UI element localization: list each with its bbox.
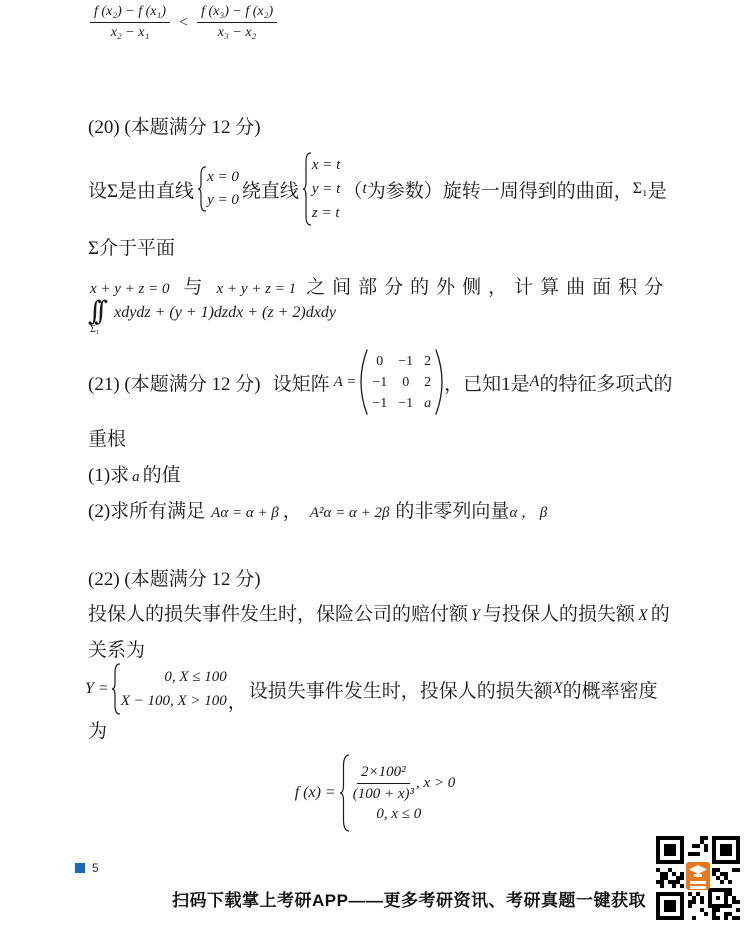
case-row: 0, X ≤ 100 <box>164 669 227 685</box>
right-parenthesis <box>435 348 444 416</box>
fraction-numerator: f (x₂) − f (x₁) <box>90 4 170 23</box>
system-of-equations-2 <box>302 151 340 227</box>
plane-equation-2: x + y + z = 1 <box>216 281 297 297</box>
problem-21-part1 <box>88 460 181 487</box>
double-integral <box>88 297 108 335</box>
case-row-1 <box>353 764 456 803</box>
problem-21-text-line: 重根 <box>88 429 127 450</box>
fraction-left <box>90 4 170 41</box>
fraction-numerator: f (x₃) − f (x₂) <box>197 4 277 23</box>
body-text: 投保人的损失事件发生时，保险公司的赔付额 <box>88 604 469 625</box>
variable-a: a <box>132 469 140 485</box>
matrix-cell: −1 <box>398 353 414 369</box>
integral-subscript: Σ₁ <box>90 324 100 335</box>
equation-row: x = 0 <box>207 169 239 185</box>
equation-row: x = t <box>311 157 341 173</box>
parameter-variable: t <box>362 180 367 197</box>
left-brace <box>339 753 350 833</box>
matrix-cell: 0 <box>402 374 410 390</box>
qr-code-image <box>650 830 746 926</box>
left-brace <box>111 662 121 716</box>
problem-21-part2 <box>88 496 547 523</box>
fraction-numerator: 2×100² <box>357 764 410 784</box>
fraction-right <box>197 4 277 41</box>
f-lhs: f (x) = <box>294 784 336 801</box>
system-of-equations-1 <box>197 165 239 213</box>
f-cases <box>353 764 456 823</box>
footer-promo-text: 扫码下载掌上考研APP——更多考研资讯、考研真题一键获取 <box>172 891 646 910</box>
part1-text: (1)求 <box>88 465 130 486</box>
variable-X: X <box>637 607 648 624</box>
problem-20-intro-line <box>88 150 667 228</box>
equation-row: z = t <box>311 205 340 221</box>
sigma1-symbol: Σ₁ <box>632 180 648 197</box>
conjunction-text: 与 <box>183 277 203 298</box>
qr-code <box>650 830 746 926</box>
problem-21-heading: (21) (本题满分 12 分) <box>88 373 261 395</box>
inequality-formula <box>90 4 277 41</box>
matrix-cell: −1 <box>372 395 388 411</box>
fraction-denominator: (100 + x)³ <box>352 785 414 802</box>
double-integral-sign: ∫∫ <box>88 296 101 327</box>
integrand: xdydz + (y + 1)dzdx + (z + 2)dxdy <box>114 304 336 321</box>
variable-Y: Y <box>471 607 480 624</box>
problem-22-heading: (22) (本题满分 12 分) <box>88 569 261 590</box>
intro-text: 绕直线 <box>241 180 299 202</box>
setup-text: 设矩阵 <box>272 373 330 395</box>
problem-21-heading-line <box>88 346 672 418</box>
left-parenthesis <box>359 348 368 416</box>
body-text: 与投保人的损失额 <box>482 604 635 625</box>
problem-22-body-line3: 为 <box>88 721 108 742</box>
plane-equation-1: x + y + z = 0 <box>90 281 170 297</box>
equation-1: Aα = α + β <box>211 505 279 521</box>
left-brace <box>302 151 312 227</box>
matrix-cell: a <box>424 395 432 411</box>
matrix-cell: 0 <box>376 353 384 369</box>
case-row-2: 0, x ≤ 0 <box>376 805 422 822</box>
setup-text: 的特征多项式的 <box>539 373 673 395</box>
comma: ， <box>227 692 247 713</box>
case-condition: , x > 0 <box>416 774 456 791</box>
case-row: X − 100, X > 100 <box>120 693 227 709</box>
body-text: 的概率密度 <box>562 680 658 702</box>
surface-integral-formula <box>88 297 336 335</box>
setup-text: ，已知1是 <box>444 373 530 395</box>
left-brace <box>197 165 207 213</box>
Y-lhs: Y = <box>85 680 109 697</box>
body-text: 的 <box>650 604 670 625</box>
Y-cases <box>121 665 227 713</box>
intro-text: （ <box>343 180 363 202</box>
equation-2: A²α = α + 2β <box>309 505 390 521</box>
problem-22-body-line2: 关系为 <box>88 640 146 661</box>
variable-A: A <box>529 373 540 390</box>
page-number-value: 5 <box>92 861 99 875</box>
page-number <box>75 861 99 875</box>
comma: ， <box>282 501 302 522</box>
equation-row: y = t <box>311 181 341 197</box>
body-text: 设损失事件发生时，投保人的损失额 <box>248 680 553 702</box>
fraction-denominator: x₃ − x₂ <box>217 25 257 40</box>
problem-20-text-line: Σ介于平面 <box>88 238 176 259</box>
problem-20-planes-line <box>90 272 670 299</box>
part1-text: 的值 <box>142 465 181 486</box>
matrix-cell: −1 <box>398 395 414 411</box>
spread-text: 之间部分的外侧，计算曲面积分 <box>306 277 671 298</box>
less-than-sign: < <box>179 13 189 31</box>
fraction-denominator: x₂ − x₁ <box>110 25 150 40</box>
fraction <box>353 764 414 803</box>
variable-X: X <box>552 680 563 697</box>
matrix-cell: 2 <box>424 374 432 390</box>
matrix-A <box>359 348 444 416</box>
vector-variables: α ， β <box>509 505 548 521</box>
piecewise-Y-formula-line <box>85 660 658 718</box>
density-function-formula <box>0 751 750 835</box>
matrix-cell: 2 <box>424 353 432 369</box>
blue-square-marker <box>75 863 85 873</box>
equation-row: y = 0 <box>207 192 239 208</box>
problem-22-body-line1 <box>88 599 670 626</box>
intro-text: 为参数）旋转一周得到的曲面， <box>366 180 633 202</box>
intro-text: 是 <box>647 180 667 202</box>
intro-text: 设Σ是由直线 <box>88 180 195 202</box>
part2-text: 的非零列向量 <box>395 501 510 522</box>
matrix-lhs: A = <box>333 373 357 390</box>
part2-text: (2)求所有满足 <box>88 501 206 522</box>
problem-20-heading: (20) (本题满分 12 分) <box>88 117 261 138</box>
matrix-cell: −1 <box>372 374 388 390</box>
